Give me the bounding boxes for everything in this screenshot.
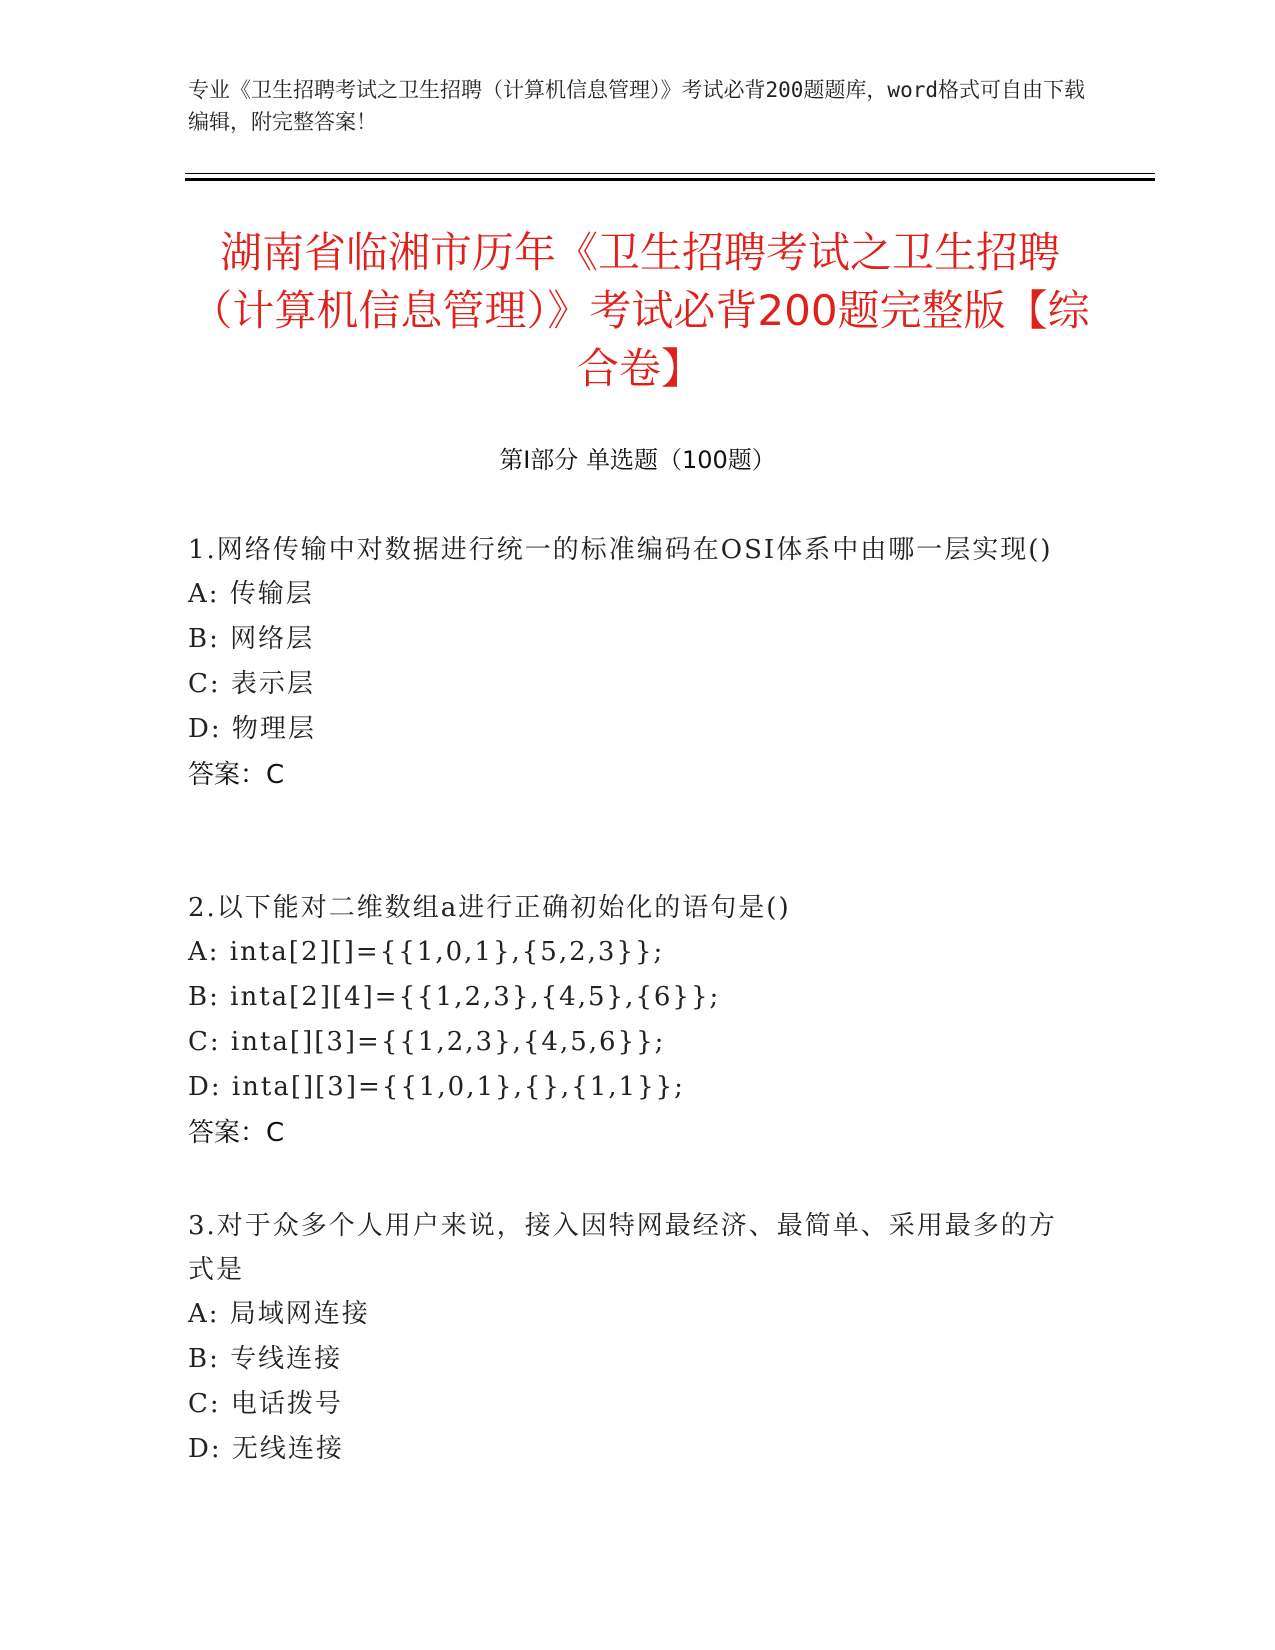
answer-line: 答案：C — [188, 760, 285, 790]
option-d: D: 物理层 — [188, 714, 316, 744]
header-note: 专业《卫生招聘考试之卫生招聘（计算机信息管理）》考试必背200题题库，word格式可自由下载编辑，附完整答案！ — [188, 78, 1085, 134]
option-a: A: inta[2][]={{1,0,1},{5,2,3}}; — [188, 937, 665, 967]
question-2 — [188, 886, 1068, 1156]
question-3 — [188, 1204, 1068, 1472]
option-d: D: inta[][3]={{1,0,1},{},{1,1}}; — [188, 1072, 685, 1102]
answer-line: 答案：C — [188, 1118, 285, 1148]
question-1 — [188, 528, 1068, 798]
option-a: A: 局域网连接 — [188, 1299, 370, 1329]
option-a: A: 传输层 — [188, 579, 314, 609]
section-heading: 第Ⅰ部分 单选题（100题） — [499, 446, 776, 474]
option-c: C: 表示层 — [188, 669, 315, 699]
option-d: D: 无线连接 — [188, 1434, 344, 1464]
question-stem: 3.对于众多个人用户来说，接入因特网最经济、最简单、采用最多的方式是 — [188, 1211, 1057, 1285]
question-stem: 1.网络传输中对数据进行统一的标准编码在OSI体系中由哪一层实现() — [188, 535, 1053, 565]
header-divider-thick — [185, 178, 1155, 181]
option-c: C: inta[][3]={{1,2,3},{4,5,6}}; — [188, 1027, 666, 1057]
option-b: B: inta[2][4]={{1,2,3},{4,5},{6}}; — [188, 982, 721, 1012]
document-title: 湖南省临湘市历年《卫生招聘考试之卫生招聘（计算机信息管理）》考试必背200题完整版【综合卷】 — [190, 228, 1090, 393]
question-stem: 2.以下能对二维数组a进行正确初始化的语句是() — [188, 893, 791, 923]
header-divider-thin — [185, 173, 1155, 174]
option-b: B: 网络层 — [188, 624, 315, 654]
option-b: B: 专线连接 — [188, 1344, 343, 1374]
option-c: C: 电话拨号 — [188, 1389, 343, 1419]
